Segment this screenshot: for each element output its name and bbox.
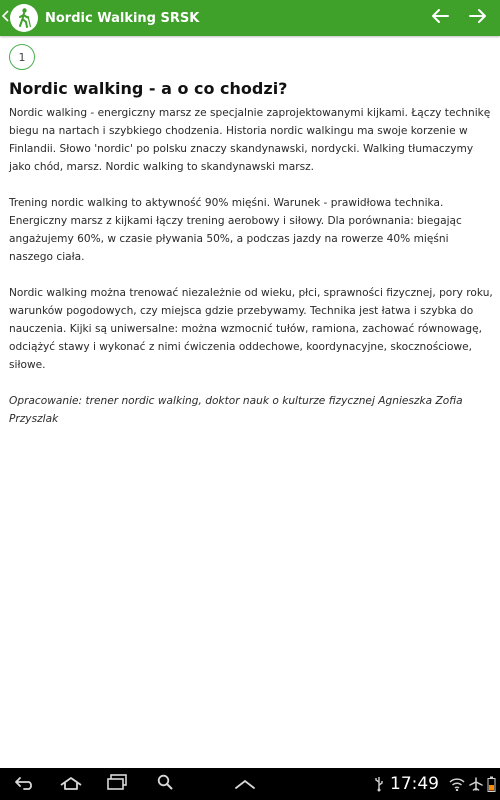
article-body — [9, 104, 495, 446]
previous-page-button[interactable] — [424, 0, 456, 36]
system-navigation-bar — [0, 768, 500, 800]
arrow-left-icon — [431, 8, 449, 28]
next-page-button[interactable] — [462, 0, 494, 36]
battery-icon — [487, 776, 496, 792]
paragraph: Trening nordic walking to aktywność 90% mięśni. Warunek - prawidłowa technika. Energiczny marsz z kijkami łączy trening aerobowy i siłowy. Dla porównania: biegając angażujemy 60%, w czasie pływania 50%, a podczas jazdy na rowerze 40% mięśni naszego ciała. — [9, 197, 462, 263]
status-clock: 17:49 — [390, 774, 439, 794]
app-title: Nordic Walking SRSK — [45, 10, 200, 26]
menu-button[interactable] — [222, 768, 268, 800]
recent-apps-icon — [106, 774, 128, 794]
back-button[interactable] — [2, 768, 48, 800]
chevron-left-icon — [2, 0, 9, 36]
usb-icon — [374, 776, 384, 792]
action-bar — [0, 0, 500, 36]
wifi-icon — [449, 777, 465, 791]
home-button[interactable] — [48, 768, 94, 800]
article-title: Nordic walking - a o co chodzi? — [9, 79, 288, 98]
home-icon — [59, 775, 83, 794]
up-navigation-button[interactable] — [0, 0, 38, 36]
recent-apps-button[interactable] — [94, 768, 140, 800]
search-button[interactable] — [142, 768, 188, 800]
search-icon — [157, 774, 173, 794]
back-icon — [14, 775, 36, 794]
arrow-right-icon — [469, 8, 487, 28]
airplane-icon — [469, 777, 483, 791]
paragraph: Nordic walking można trenować niezależnie od wieku, płci, sprawności fizycznej, pory roku, warunków pogodowych, czy miejsca gdzie przebywamy. Technika jest łatwa i szybka do nauczenia. Kijki są uniwersalne: można wzmocnić tułów, ramiona, zachować równowagę, odciążyć stawy i wykonać z nimi ćwiczenia oddechowe, koordynacyjne, skocznościowe, siłowe. — [9, 287, 493, 371]
page-number-badge: 1 — [9, 44, 35, 70]
menu-up-icon — [234, 775, 256, 794]
article-content[interactable] — [0, 36, 500, 768]
paragraph: Nordic walking - energiczny marsz ze specjalnie zaprojektowanymi kijkami. Łączy technikę biegu na nartach i szybkiego chodzenia. Historia nordic walkingu ma swoje korzenie w Finlandii. Słowo 'nordic' po polsku znaczy skandynawski, nordycki. Walking tłumaczymy jako chód, marsz. Nordic walking to skandynawski marsz. — [9, 107, 491, 173]
author-credit: Opracowanie: trener nordic walking, doktor nauk o kulturze fizycznej Agnieszka Zofia Przyszlak — [9, 395, 463, 425]
walker-logo-icon — [10, 4, 38, 32]
